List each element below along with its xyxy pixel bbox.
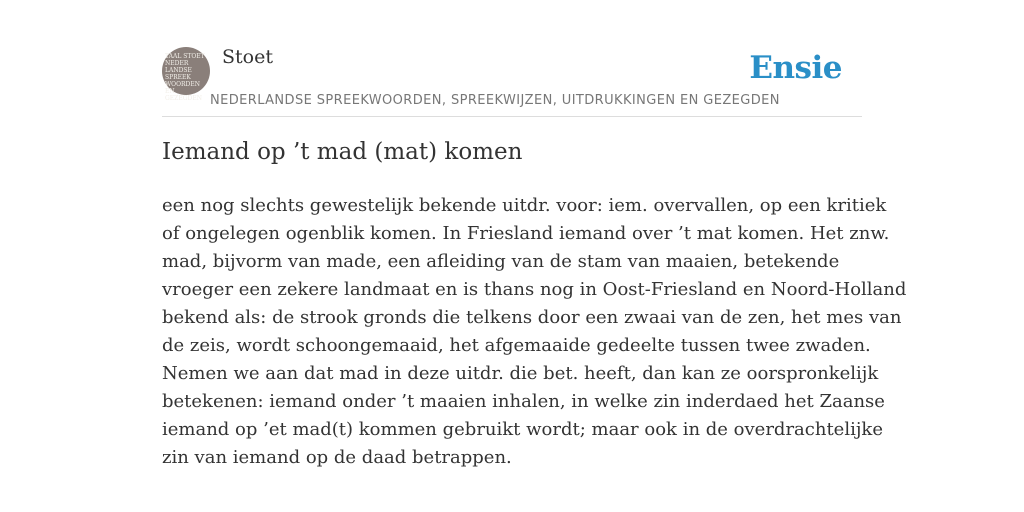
body-line: iemand op ’et mad(t) kommen gebruikt wordt; maar ook in de overdrachtelijke: [162, 419, 883, 440]
entry-body: [162, 192, 907, 472]
author-name[interactable]: Stoet: [222, 46, 273, 68]
body-line: een nog slechts gewestelijk bekende uitdr. voor: iem. overvallen, op een kritiek: [162, 195, 887, 216]
body-line: vroeger een zekere landmaat en is thans nog in Oost-Friesland en Noord-Holland: [162, 279, 907, 300]
body-line: zin van iemand op de daad betrappen.: [162, 447, 512, 468]
source-subtitle[interactable]: NEDERLANDSE SPREEKWOORDEN, SPREEKWIJZEN, UITDRUKKINGEN EN GEZEGDEN: [210, 93, 780, 108]
body-line: mad, bijvorm van made, een afleiding van de stam van maaien, betekende: [162, 251, 840, 272]
ensie-logo[interactable]: Ensie: [749, 50, 842, 86]
body-line: de zeis, wordt schoongemaaid, het afgemaaide gedeelte tussen twee zwaden.: [162, 335, 871, 356]
entry-title: Iemand op ’t mad (mat) komen: [162, 139, 523, 165]
body-line: betekenen: iemand onder ’t maaien inhalen, in welke zin inderdaed het Zaanse: [162, 391, 885, 412]
body-line: bekend als: de strook gronds die telkens door een zwaai van de zen, het mes van: [162, 307, 902, 328]
body-line: Nemen we aan dat mad in deze uitdr. die bet. heeft, dan kan ze oorspronkelijk: [162, 363, 879, 384]
avatar-book-cover-text: TAAL STOET NEDER LANDSE SPREEK WOORDEN EN GEZEGDEN: [165, 53, 205, 102]
avatar[interactable]: [162, 47, 210, 102]
header: [162, 44, 862, 117]
body-line: of ongelegen ogenblik komen. In Friesland iemand over ’t mat komen. Het znw.: [162, 223, 890, 244]
